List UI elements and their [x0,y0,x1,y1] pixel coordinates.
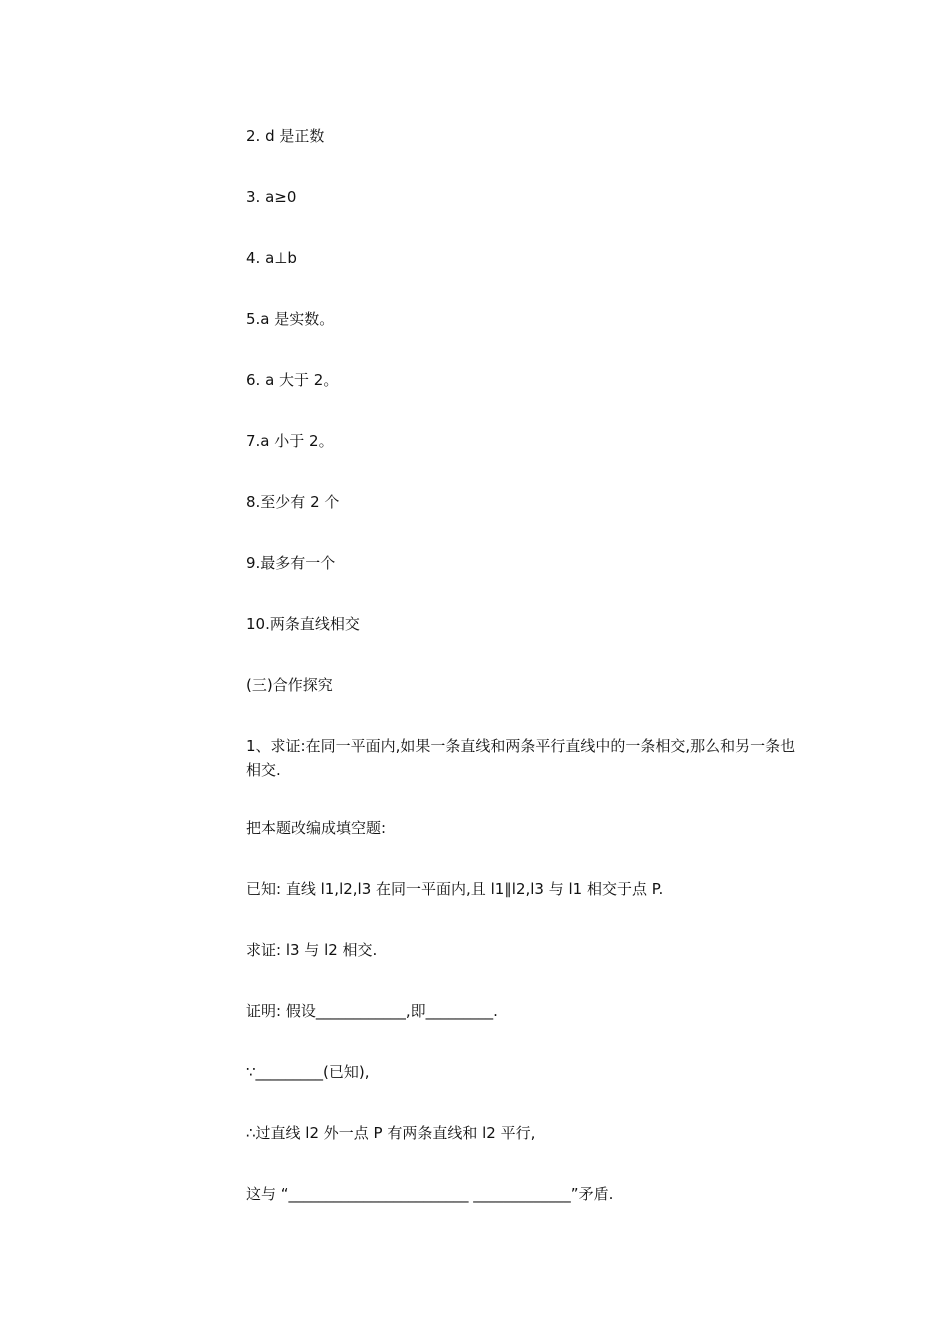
rewrite-instruction: 把本题改编成填空题: [246,819,387,837]
proof-assumption: 证明: 假设____________,即_________. [246,1002,498,1020]
list-item-4: 4. a⊥b [246,249,297,267]
list-item-8: 8.至少有 2 个 [246,493,340,511]
proof-contradiction: 这与 “________________________ _____________”矛盾. [246,1185,614,1203]
list-item-3: 3. a≥0 [246,188,297,206]
list-item-9: 9.最多有一个 [246,554,336,572]
proof-therefore: ∴过直线 l2 外一点 P 有两条直线和 l2 平行, [246,1124,536,1142]
list-item-2: 2. d 是正数 [246,127,325,145]
list-item-10: 10.两条直线相交 [246,615,360,633]
prove-statement: 求证: l3 与 l2 相交. [246,941,378,959]
list-item-6: 6. a 大于 2。 [246,371,339,389]
section-heading: (三)合作探究 [246,676,333,694]
problem-statement: 1、求证:在同一平面内,如果一条直线和两条平行直线中的一条相交,那么和另一条也相交. [246,737,796,779]
proof-because: ∵_________(已知), [246,1063,370,1081]
list-item-7: 7.a 小于 2。 [246,432,334,450]
given-statement: 已知: 直线 l1,l2,l3 在同一平面内,且 l1∥l2,l3 与 l1 相交于点 P. [246,880,664,898]
document-body [246,124,806,1243]
list-item-5: 5.a 是实数。 [246,310,335,328]
